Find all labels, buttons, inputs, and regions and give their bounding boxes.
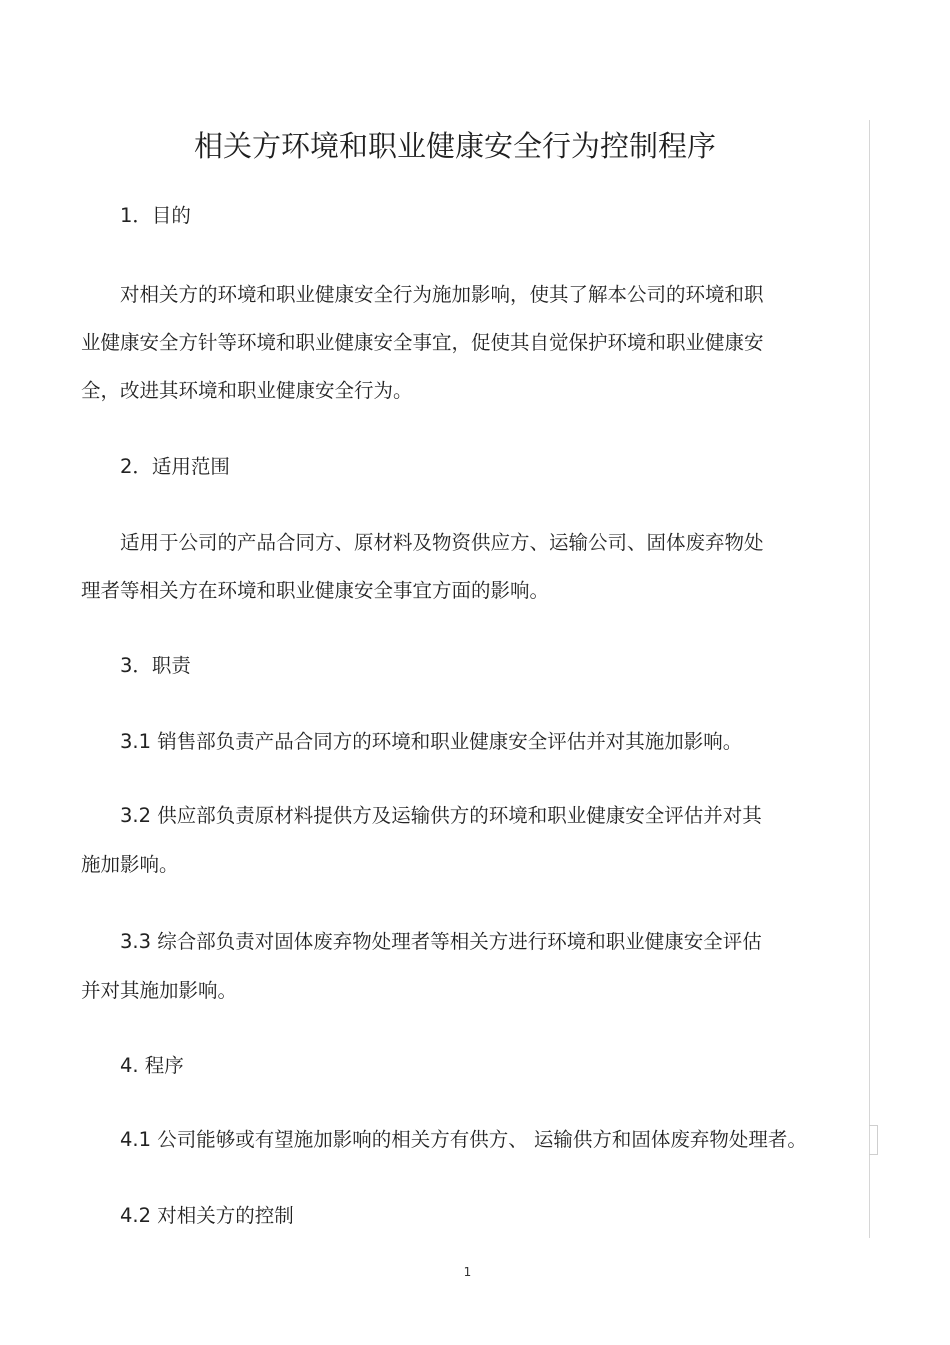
paragraph-line: 全，改进其环境和职业健康安全行为。 <box>81 379 413 402</box>
paragraph-line: 施加影响。 <box>81 853 179 876</box>
heading-responsibilities: 3．职责 <box>120 654 191 677</box>
paragraph-line: 3.1 销售部负责产品合同方的环境和职业健康安全评估并对其施加影响。 <box>120 730 743 753</box>
heading-purpose: 1．目的 <box>120 204 191 227</box>
paragraph-line: 4.1 公司能够或有望施加影响的相关方有供方、 运输供方和固体废弃物处理者。 <box>120 1128 807 1151</box>
paragraph-line: 3.3 综合部负责对固体废弃物处理者等相关方进行环境和职业健康安全评估 <box>120 930 762 953</box>
document-title: 相关方环境和职业健康安全行为控制程序 <box>193 129 716 163</box>
paragraph-line: 业健康安全方针等环境和职业健康安全事宜，促使其自觉保护环境和职业健康安 <box>81 331 764 354</box>
margin-bracket <box>869 1125 878 1155</box>
margin-rule <box>869 120 870 1238</box>
paragraph-line: 理者等相关方在环境和职业健康安全事宜方面的影响。 <box>81 579 550 602</box>
paragraph-line: 3.2 供应部负责原材料提供方及运输供方的环境和职业健康安全评估并对其 <box>120 804 762 827</box>
heading-procedure: 4. 程序 <box>120 1054 184 1077</box>
paragraph-line: 对相关方的环境和职业健康安全行为施加影响，使其了解本公司的环境和职 <box>120 283 764 306</box>
paragraph-line: 适用于公司的产品合同方、原材料及物资供应方、运输公司、固体废弃物处 <box>120 531 764 554</box>
paragraph-line: 并对其施加影响。 <box>81 979 238 1002</box>
paragraph-line: 4.2 对相关方的控制 <box>120 1204 294 1227</box>
page-number: 1 <box>463 1265 472 1279</box>
heading-scope: 2．适用范围 <box>120 455 230 478</box>
